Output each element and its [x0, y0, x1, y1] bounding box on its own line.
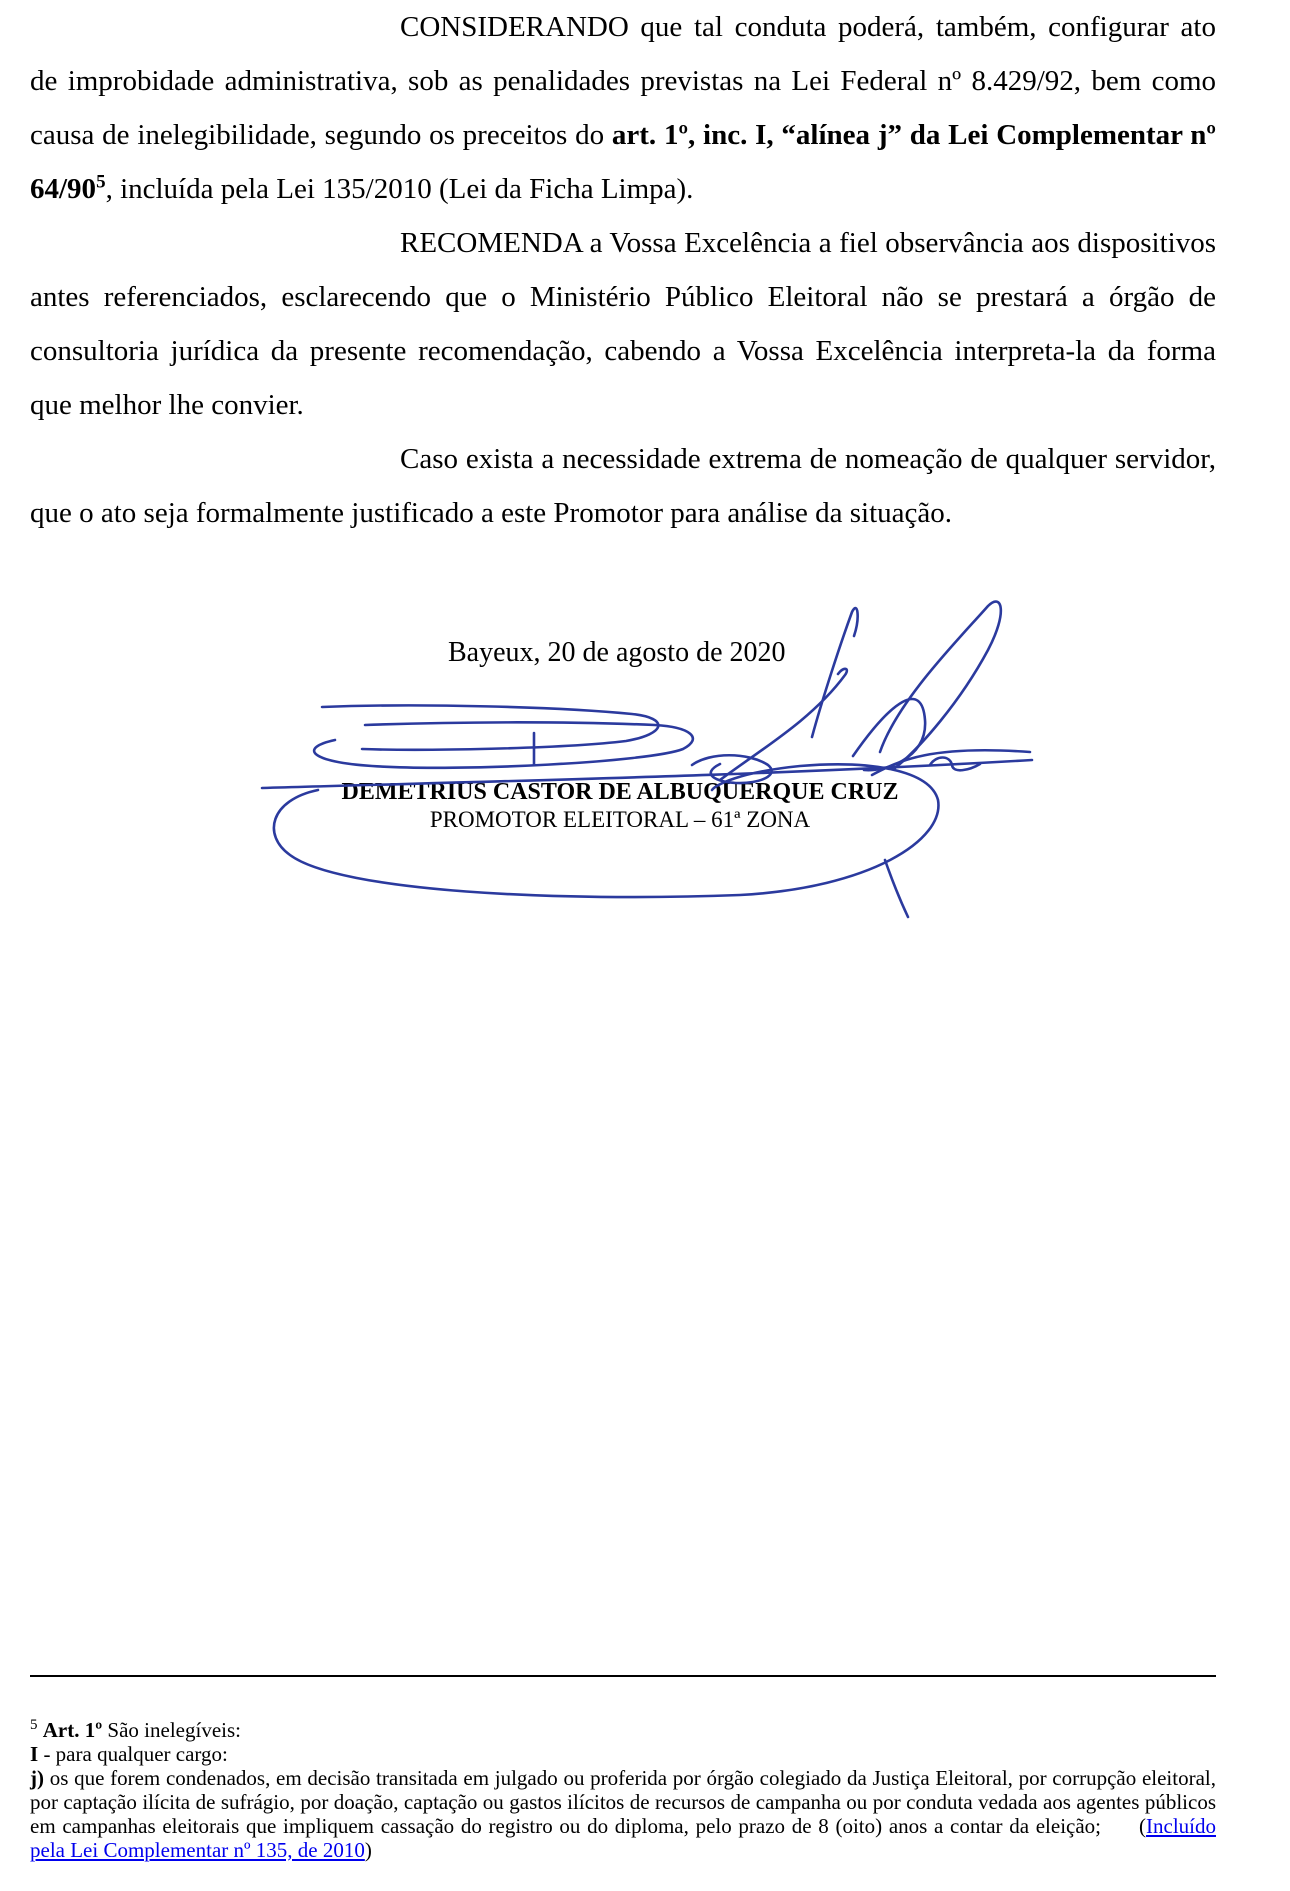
signer-name: DEMETRIUS CASTOR DE ALBUQUERQUE CRUZ	[341, 779, 899, 805]
footnote-subitem: j)	[30, 1766, 44, 1790]
paragraph-text: CONSIDERANDO que tal conduta poderá, também, configurar ato de improbidade administrativa, sob as penalidades previstas na Lei Federal nº 8.429/92, bem como causa de inelegibilidade, segundo os preceitos do	[30, 11, 1216, 151]
place-date: Bayeux, 20 de agosto de 2020	[448, 637, 786, 668]
footnote-text: os que forem condenados, em decisão transitada em julgado ou proferida por órgão colegiado da Justiça Eleitoral, por corrupção eleitoral, por captação ilícita de sufrágio, por doação, captação ou gastos ilícitos de recursos de campanha ou por conduta vedada aos agentes públicos em campanhas eleitorais que impliquem cassação do registro ou do diploma, pelo prazo de 8 (oito) anos a contar da eleição;	[30, 1766, 1216, 1838]
footnote-separator	[30, 1675, 1216, 1677]
footnote-line-1	[30, 1718, 1216, 1742]
footnote-text: - para qualquer cargo:	[38, 1742, 228, 1766]
footnote-paren-close: )	[364, 1838, 372, 1862]
paragraph-considerando	[30, 0, 1216, 216]
footnote-line-2	[30, 1742, 1216, 1766]
footnote-article: Art. 1º	[42, 1718, 103, 1742]
footnote-text: São inelegíveis:	[102, 1718, 241, 1742]
legal-reference: art. 1º, inc. I, “alínea j” da Lei Complementar nº 64/90	[30, 119, 1216, 205]
footnote-line-3	[30, 1766, 1216, 1862]
paragraph-recomenda: RECOMENDA a Vossa Excelência a fiel observância aos dispositivos antes referenciados, esclarecendo que o Ministério Público Eleitoral não se prestará a órgão de consultoria jurídica da presente recomendação, cabendo a Vossa Excelência interpreta-la da forma que melhor lhe convier.	[30, 227, 1216, 421]
footnote-item: I	[30, 1742, 39, 1766]
paragraph-text-end: , incluída pela Lei 135/2010 (Lei da Ficha Limpa).	[105, 173, 694, 205]
footnote-number: 5	[30, 1717, 38, 1733]
paragraph-caso-exista: Caso exista a necessidade extrema de nomeação de qualquer servidor, que o ato seja formalmente justificado a este Promotor para análise da situação.	[30, 443, 1216, 529]
body-text	[30, 0, 1216, 540]
footnote	[30, 1718, 1216, 1862]
footnote-marker: 5	[96, 171, 106, 193]
signer-title: PROMOTOR ELEITORAL – 61ª ZONA	[429, 807, 811, 832]
footnote-law-link[interactable]: Incluído pela Lei Complementar nº 135, de 2010	[30, 1814, 1216, 1862]
footnote-paren-open: (	[1139, 1814, 1147, 1838]
